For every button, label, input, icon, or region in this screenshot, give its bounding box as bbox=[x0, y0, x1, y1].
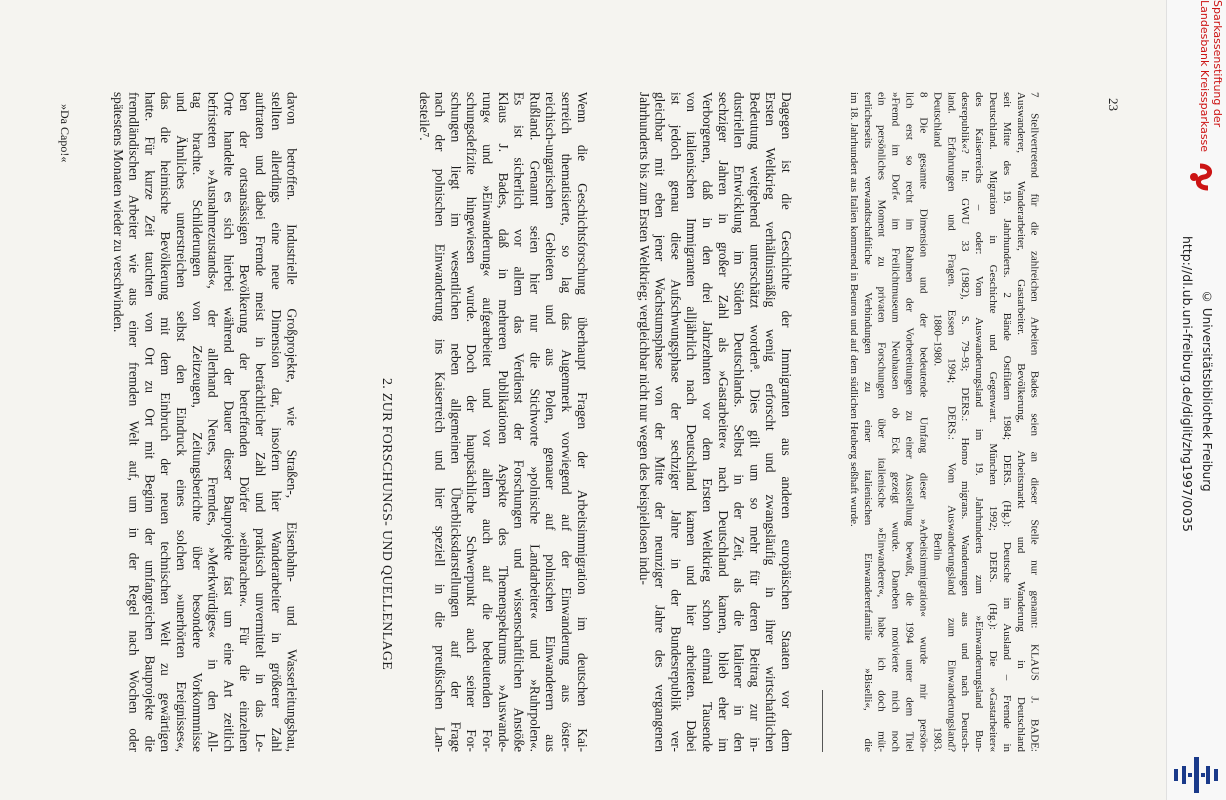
text-line: serreich thematisierte, so lag das Augenmerk vorwiegend auf der Einwanderung aus öster- bbox=[558, 92, 574, 752]
text-line: stellten allerdings eine neue Dimension dar, insofern hier Wanderarbeiter in größerer Zahl bbox=[268, 92, 284, 752]
text-line: Orte handelte es sich hierbei während der Dauer dieser Bauprojekte fast um eine Art zeitlich bbox=[221, 92, 237, 752]
paragraph-1 bbox=[110, 92, 300, 752]
text-line: dustriellen Entwicklung im Süden Deutschlands. Selbst in der Zeit, als die Italiener in den bbox=[731, 92, 747, 752]
paragraph-2 bbox=[416, 92, 590, 752]
text-line: Deutschland 1880–1980. Berlin 1983. bbox=[931, 92, 944, 752]
footnotes bbox=[846, 92, 1041, 752]
text-line: terlicherseits verwandtschaftliche Verbindungen zu einer italienischen Einwandererfamilie »Biselli«, die bbox=[861, 92, 874, 752]
text-line: von italienischen Immigranten alljährlich nach Deutschland kamen und hier arbeiteten. Dabei bbox=[684, 92, 700, 752]
text-line: desteile⁷. bbox=[416, 92, 432, 141]
text-line: ben der ortsansässigen Bevölkerung der betreffenden Dörfer »einbrachen«. Für die einzelnen bbox=[237, 92, 253, 752]
text-line: rung« und »Einwanderung« aufgearbeitet und vor allem auch auf die bedeutenden For- bbox=[479, 92, 495, 752]
text-line: Deutschland. Migration in Geschichte und Gegenwart. München 1992; DERS. (Hg.): Die »Gastarbeiter« bbox=[986, 92, 999, 752]
page-number: 23 bbox=[1106, 98, 1121, 111]
section-heading: 2. ZUR FORSCHUNGS- UND QUELLENLAGE bbox=[379, 378, 394, 671]
text-line: lich erst so recht im Rahmen der Vorbereitungen zu einer Ausstellung bewußt, die 1994 unter dem Titel bbox=[903, 92, 916, 752]
text-line: seit Mitte des 19. Jahrhunderts. 2 Bände Ostfildern 1984; DERS. (Hg.): Deutsche im Ausland – Fremde in bbox=[1000, 92, 1013, 752]
sponsor-line-1: Sparkassenstiftung der bbox=[1211, 0, 1224, 128]
text-line: Klaus J. Bades, daß in mehreren Publikationen Aspekte des Themenspektrums »Auswande- bbox=[495, 92, 511, 752]
text-line: des Kaiserreichs – oder: Vom Auswanderungsland im 19. Jahrhunderts zum »Einwanderungsland Bun- bbox=[973, 92, 986, 752]
text-line: Auswanderer, Wanderarbeiter, Gastarbeiter. Bevölkerung, Arbeitsmarkt und Wanderung in Deutschland bbox=[1014, 92, 1027, 752]
sparkasse-logo-icon bbox=[1184, 160, 1218, 194]
text-line: Ersten Weltkrieg verhältnismäßig wenig erforscht und zwangsläufig in ihrer wirtschaftlichen bbox=[763, 92, 779, 752]
permalink-url[interactable]: http://dl.ub.uni-freiburg.de/diglit/zhg1997/0035 bbox=[1180, 236, 1195, 532]
text-line: schungen liegt im wesentlichen neben allgemeinen Überblicksdarstellungen auf der Frage bbox=[448, 92, 464, 752]
copyright-notice: © Universitätsbibliothek Freiburg bbox=[1200, 290, 1214, 492]
text-line: Bedeutung weitgehend unterschätzt worden⁸. Dies gilt um so mehr für deren Beitrag zur in- bbox=[747, 92, 763, 752]
text-line: das die heimische Bevölkerung mit dem Einbruch der neuen technischen Welt zu gewärtigen bbox=[158, 92, 174, 752]
university-library-logo-icon bbox=[1170, 755, 1226, 795]
text-line: Dagegen ist die Geschichte der Immigranten aus anderen europäischen Staaten vor dem bbox=[778, 92, 794, 752]
text-line: Rußland. Genannt seien hier nur die Stichworte »polnische Landarbeiter« und »Ruhrpolen«. bbox=[527, 92, 543, 752]
text-line: und Ähnliches unterstreichen selbst den Eindruck eines solchen »unerhörten Ereignisses«, bbox=[173, 92, 189, 752]
text-line: befristeten »Ausnahmezustands«, der allerhand Neues, Fremdes, »Merkwürdiges« in den All- bbox=[205, 92, 221, 752]
text-line: Wenn die Geschichtsforschung überhaupt Fragen der Arbeitsimmigration im deutschen Kai- bbox=[574, 92, 590, 752]
text-line: im 18. Jahrhundert aus Italien kommend in Beuron und auf dem südlichen Heuberg seßhaft wurde. bbox=[847, 92, 860, 527]
text-line: desrepublik«? In: GWU 33 (1982), S. 79–93; DERS.: Homo migrans. Wanderungen aus und nach Deutsch- bbox=[959, 92, 972, 752]
text-line: sechziger Jahren in großer Zahl als »Gastarbeiter« nach Deutschland kamen, blieb eher im bbox=[715, 92, 731, 752]
footnote-divider bbox=[822, 690, 823, 752]
text-line: tag brachte. Schilderungen von Zeitzeugen, Zeitungsberichte über besondere Vorkommnisse bbox=[189, 92, 205, 752]
sponsor-text bbox=[1182, 0, 1224, 160]
text-line: Es ist sicherlich vor allem das Verdienst der Forschungen und wissenschaftlichen Anstöße bbox=[511, 92, 527, 752]
text-line: ein persönliches Moment zu privaten Forschungen über italienische »Einwanderer«, habe ich doch müt- bbox=[875, 92, 888, 752]
text-line: auftraten und dabei Fremde meist in beträchtlicher Zahl und praktisch unvermittelt in das Le- bbox=[252, 92, 268, 752]
text-line: Verborgenen, daß in den drei Jahrzehnten vor dem Ersten Weltkrieg schon einmal Tausende bbox=[699, 92, 715, 752]
text-line: land. Erfahrungen und Fragen. Essen 1994; DERS.: Vom Auswanderungsland zum Einwanderungsland? bbox=[945, 92, 958, 752]
text-line: ist jedoch genau diese Aufschwungsphase der sechziger Jahre in der Bundesrepublik ver- bbox=[668, 92, 684, 752]
text-line: davon betroffen. Industrielle Großprojekte, wie Straßen-, Eisenbahn- und Wasserleitungsbau, bbox=[284, 92, 300, 752]
text-line: spätestens Monaten wieder zu verschwinden. bbox=[110, 92, 126, 333]
text-line: 8 Die gesamte Dimension und der bedeutende Umfang dieser »Arbeitsimmigration« wurde mir persön- bbox=[917, 92, 930, 752]
text-line: Jahrhunderts bis zum Ersten Weltkrieg; vergleichbar nicht nur wegen des beispiellosen indu- bbox=[636, 92, 652, 585]
text-line: nach der polnischen Einwanderung ins Kaiserreich und hier speziell in die preußischen Lan- bbox=[432, 92, 448, 752]
text-line: 7 Stellvertretend für die zahlreichen Arbeiten Bades seien an dieser Stelle nur genannt: KLAUS J. BADE: bbox=[1028, 92, 1041, 752]
text-line: gleichbar mit eben jener Wachstumsphase von der Mitte der neunziger Jahre des vergangenen bbox=[652, 92, 668, 752]
sponsor-line-2: Landesbank Kreissparkasse bbox=[1198, 0, 1211, 153]
text-line: reichisch-ungarischen Gebieten und aus Polen, genauer auf polnischen Einwanderern aus bbox=[543, 92, 559, 752]
paragraph-3 bbox=[636, 92, 794, 752]
text-line: hatte. Für kurze Zeit tauchten von Ort zu Ort mit Beginn der umfangreichen Bauprojekte die bbox=[142, 92, 158, 752]
text-line: »Fremd im Dorf« im Freilichtmuseum Neuhausen ob Eck gezeigt wurde. Daneben motivierte mich noch bbox=[889, 92, 902, 752]
running-head: »Da Capo!« bbox=[58, 104, 72, 163]
text-line: fremdländischen Arbeiter wie aus einer fremden Welt auf, um in der Regel nach Wochen oder bbox=[126, 92, 142, 752]
text-line: schungsdefizite hingewiesen wurde. Doch der hauptsächliche Schwerpunkt auch seiner For- bbox=[464, 92, 480, 752]
